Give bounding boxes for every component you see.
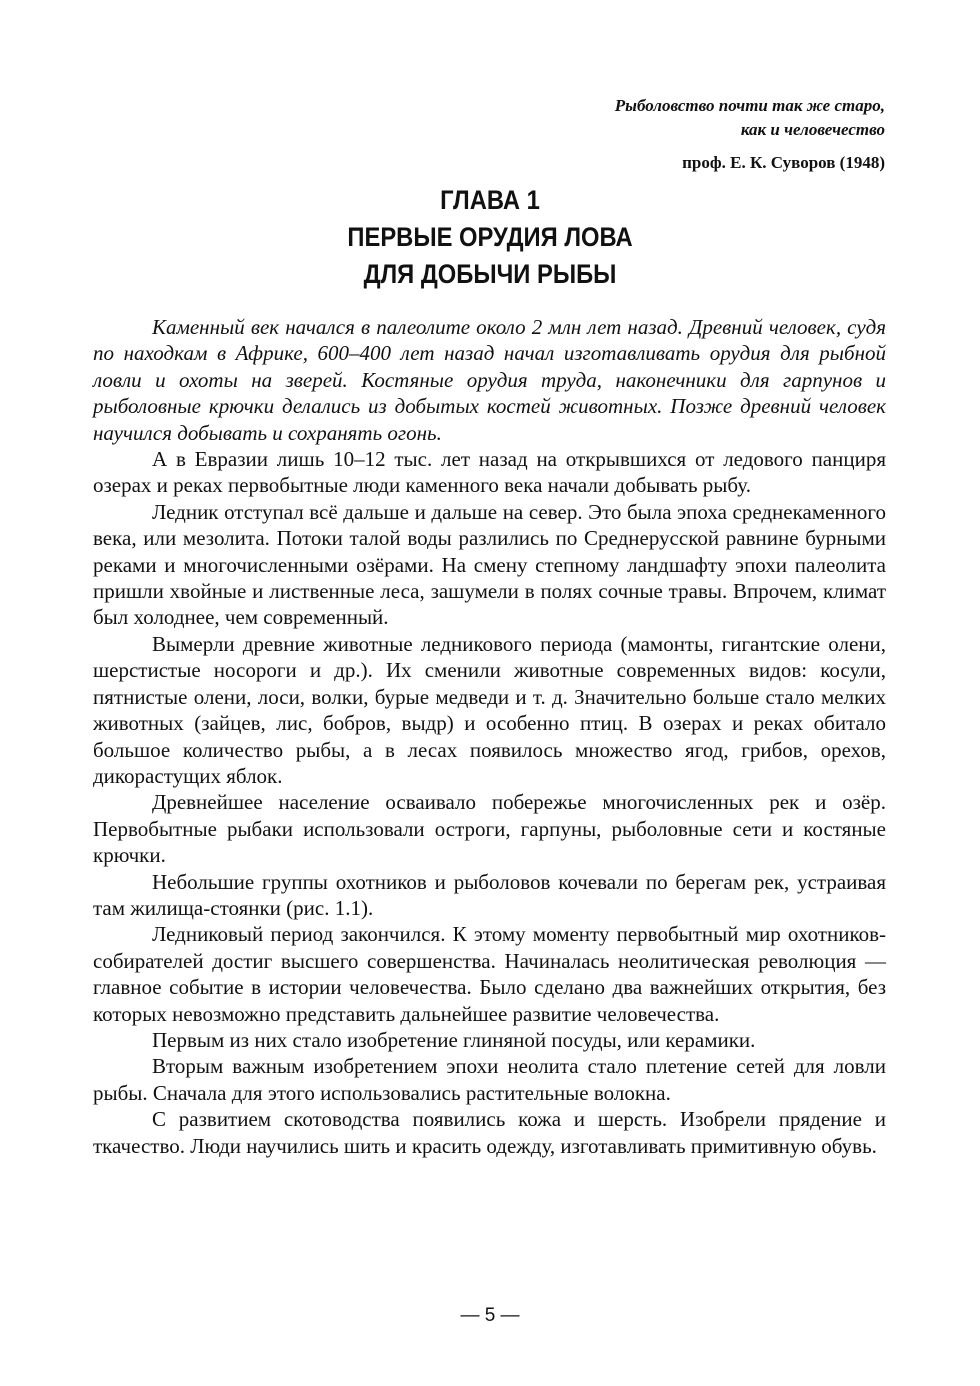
chapter-title-line-1: ПЕРВЫЕ ОРУДИЯ ЛОВА <box>347 222 633 252</box>
page-number: — 5 — <box>460 1305 520 1326</box>
epigraph-line-1: Рыболовство почти так же старо, <box>614 96 885 115</box>
paragraph: Вторым важным изобретением эпохи неолита стало плетение сетей для ловли рыбы. Сначала для этого использовались растительные волокна. <box>93 1054 886 1105</box>
paragraph: Вымерли древние животные ледникового периода (мамонты, гигантские олени, шерстистые носороги и др.). Их сменили животные современных видов: косули, пятнистые олени, лоси, волки, бурые медведи и т. д. Значительно больше стало мелких животных (зайцев, лис, бобров, выдр) и особенно птиц. В озерах и реках обитало большое количество рыбы, а в лесах появилось множество ягод, грибов, орехов, дикорастущих яблок. <box>93 631 886 788</box>
chapter-number: ГЛАВА 1 <box>440 185 540 215</box>
epigraph-author: проф. Е. К. Суворов (1948) <box>682 153 885 172</box>
paragraph: Небольшие группы охотников и рыболовов кочевали по берегам рек, устраивая там жилища-стоянки (рис. 1.1). <box>93 869 886 920</box>
paragraph: Ледниковый период закончился. К этому моменту первобытный мир охотников-собирателей достиг высшего совершенства. Начиналась неолитическая революция — главное событие в истории человечества. Было сделано два важнейших открытия, без которых невозможно представить дальнейшее развитие человечества. <box>93 922 886 1026</box>
paragraph: Первым из них стало изобретение глиняной посуды, или керамики. <box>152 1027 756 1052</box>
paragraph: С развитием скотоводства появились кожа и шерсть. Изобрели прядение и ткачество. Люди научились шить и красить одежду, изготавливать примитивную обувь. <box>93 1107 886 1158</box>
paragraph: Древнейшее население осваивало побережье многочисленных рек и озёр. Первобытные рыбаки использовали остроги, гарпуны, рыболовные сети и костяные крючки. <box>93 790 886 868</box>
epigraph <box>615 94 885 142</box>
chapter-title-line-2: ДЛЯ ДОБЫЧИ РЫБЫ <box>363 259 617 289</box>
intro-paragraph: Каменный век начался в палеолите около 2 млн лет назад. Древний человек, судя по находкам в Африке, 600–400 лет назад начал изготавливать орудия для рыбной ловли и охоты на зверей. Костяные орудия труда, наконечники для гарпунов и рыболовные крючки делались из добытых костей животных. Позже древний человек научился добывать и сохранять огонь. <box>93 315 886 445</box>
chapter-heading <box>59 182 921 293</box>
chapter-body <box>93 314 886 1159</box>
paragraph: А в Евразии лишь 10–12 тыс. лет назад на открывшихся от ледового панциря озерах и реках первобытные люди каменного века начали добывать рыбу. <box>93 447 886 498</box>
epigraph-line-2: как и человечество <box>740 120 885 139</box>
paragraph: Ледник отступал всё дальше и дальше на север. Это была эпоха среднекаменного века, или мезолита. Потоки талой воды разлились по Среднерусской равнине бурными реками и многочисленными озёрами. На смену степному ландшафту эпохи палеолита пришли хвойные и лиственные леса, зашумели в полях сочные травы. Впрочем, климат был холоднее, чем современный. <box>93 499 886 630</box>
